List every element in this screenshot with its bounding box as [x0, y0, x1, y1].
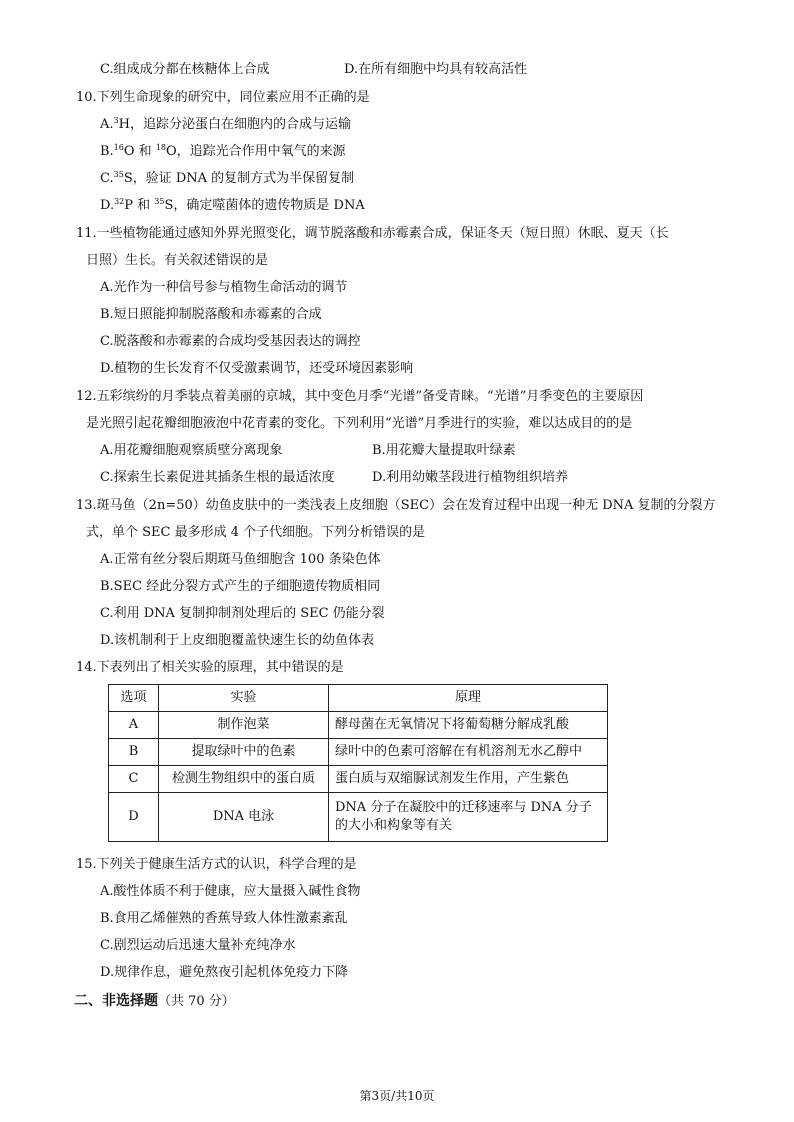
q12-stem-line2: 是光照引起花瓣细胞液泡中花青素的变化。下列利用“光谱”月季进行的实验，难以达成目的的是	[86, 416, 633, 431]
row-principle: 绿叶中的色素可溶解在有机溶剂无水乙醇中	[329, 739, 608, 766]
q15-option-b: B.食用乙烯催熟的香蕉导致人体性激素紊乱	[100, 911, 348, 926]
row-option: B	[109, 739, 159, 766]
table-row	[109, 739, 608, 766]
section-heading	[74, 992, 235, 1011]
section-title: 二、非选择题	[74, 993, 158, 1009]
q13-stem-line1: 13.斑马鱼（2n=50）幼鱼皮肤中的一类浅表上皮细胞（SEC）会在发育过程中出现一种无 DNA 复制的分裂方	[76, 498, 716, 513]
q11-option-c: C.脱落酸和赤霉素的合成均受基因表达的调控	[100, 334, 361, 349]
q13-option-b: B.SEC 经此分裂方式产生的子细胞遗传物质相同	[100, 579, 381, 594]
row-experiment: 制作泡菜	[159, 712, 329, 739]
q11-option-d: D.植物的生长发育不仅受激素调节，还受环境因素影响	[100, 361, 414, 376]
row-principle: 蛋白质与双缩脲试剂发生作用，产生紫色	[329, 766, 608, 793]
row-option: C	[109, 766, 159, 793]
q12-option-b: B.用花瓣大量提取叶绿素	[372, 443, 516, 458]
table-row	[109, 793, 608, 842]
q11-stem-line1: 11.一些植物能通过感知外界光照变化，调节脱落酸和赤霉素合成，保证冬天（短日照）休眠、夏天（长	[76, 226, 669, 241]
q12-stem-line1: 12.五彩缤纷的月季装点着美丽的京城，其中变色月季“光谱”备受青睐。“光谱”月季变色的主要原因	[76, 389, 644, 404]
q11-option-a: A.光作为一种信号参与植物生命活动的调节	[100, 280, 348, 295]
q10-option-b: B.$^{16}$O 和 $^{18}$O，追踪光合作用中氧气的来源	[100, 143, 346, 159]
section-score: （共 70 分）	[158, 994, 235, 1009]
q15-stem: 15.下列关于健康生活方式的认识，科学合理的是	[76, 857, 357, 872]
q11-option-b: B.短日照能抑制脱落酸和赤霉素的合成	[100, 307, 322, 322]
q13-option-c: C.利用 DNA 复制抑制剂处理后的 SEC 仍能分裂	[100, 606, 385, 621]
q13-option-d: D.该机制利于上皮细胞覆盖快速生长的幼鱼体表	[100, 633, 375, 648]
q9-option-d: D.在所有细胞中均具有较高活性	[344, 62, 528, 77]
q15-option-a: A.酸性体质不利于健康，应大量摄入碱性食物	[100, 884, 361, 899]
q10-option-c: C.$^{35}$S，验证 DNA 的复制方式为半保留复制	[100, 170, 355, 186]
table-row	[109, 712, 608, 739]
row-principle: 酵母菌在无氧情况下将葡萄糖分解成乳酸	[329, 712, 608, 739]
row-option: A	[109, 712, 159, 739]
q10-stem: 10.下列生命现象的研究中，同位素应用不正确的是	[76, 90, 370, 105]
q10-option-a: A.$^3$H，追踪分泌蛋白在细胞内的合成与运输	[100, 116, 351, 132]
experiment-table	[108, 684, 608, 842]
q15-option-c: C.剧烈运动后迅速大量补充纯净水	[100, 938, 296, 953]
q11-stem-line2: 日照）生长。有关叙述错误的是	[86, 253, 269, 268]
q12-option-d: D.利用幼嫩茎段进行植物组织培养	[372, 470, 569, 485]
q12-option-c: C.探索生长素促进其插条生根的最适浓度	[100, 470, 335, 485]
row-option: D	[109, 793, 159, 842]
table-header-row	[109, 685, 608, 712]
table-row	[109, 766, 608, 793]
q15-option-d: D.规律作息，避免熬夜引起机体免疫力下降	[100, 965, 349, 980]
q14-stem: 14.下表列出了相关实验的原理，其中错误的是	[76, 660, 344, 675]
row-experiment: 提取绿叶中的色素	[159, 739, 329, 766]
header-experiment: 实验	[159, 685, 329, 712]
header-option: 选项	[109, 685, 159, 712]
q12-option-a: A.用花瓣细胞观察质壁分离现象	[100, 443, 283, 458]
q10-option-d: D.$^{32}$P 和 $^{35}$S，确定噬菌体的遗传物质是 DNA	[100, 197, 365, 213]
row-principle: DNA 分子在凝胶中的迁移速率与 DNA 分子的大小和构象等有关	[329, 793, 608, 842]
header-principle: 原理	[329, 685, 608, 712]
page-number: 第3页/共10页	[359, 1089, 435, 1103]
q13-option-a: A.正常有丝分裂后期斑马鱼细胞含 100 条染色体	[100, 552, 381, 567]
row-experiment: 检测生物组织中的蛋白质	[159, 766, 329, 793]
row-experiment: DNA 电泳	[159, 793, 329, 842]
q9-option-c: C.组成成分都在核糖体上合成	[100, 62, 270, 77]
q13-stem-line2: 式，单个 SEC 最多形成 4 个子代细胞。下列分析错误的是	[86, 525, 426, 540]
